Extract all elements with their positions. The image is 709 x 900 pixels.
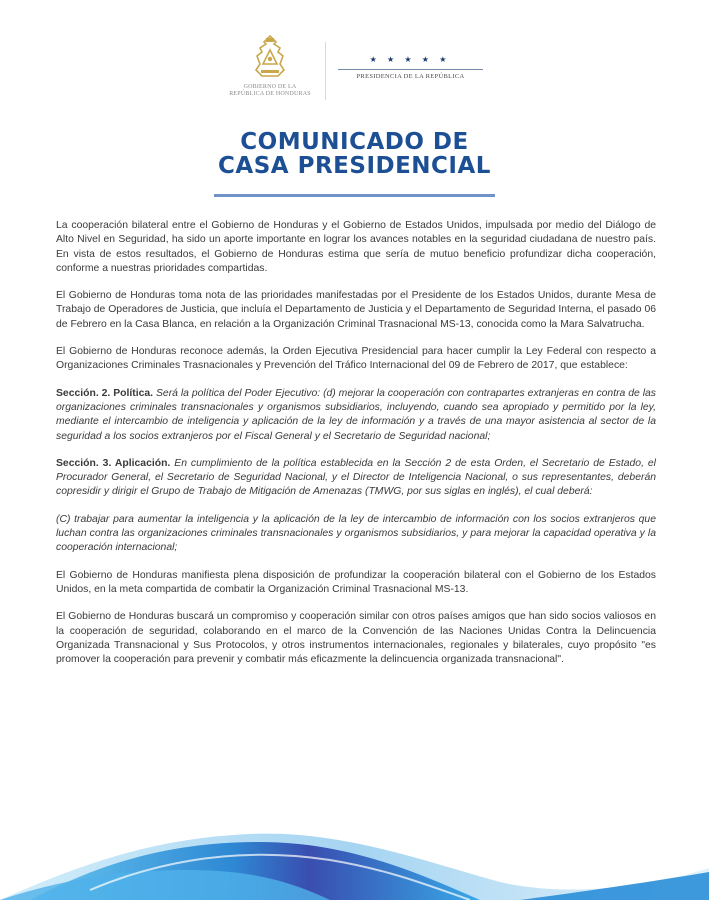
paragraph-section-3 [56,457,656,500]
paragraph-8: El Gobierno de Honduras buscará un compromiso y cooperación similar con otros países amigos que han sido socios valiosos en la cooperación de seguridad, colaborando en el marco de la Convención de las Naciones Unidas Contra la Delincuencia Organizada Transnacional y Sus Protocolos, y otros instrumentos internacionales, regionales y bilaterales, cuyo propósito "es promover la cooperación para prevenir y combatir más eficazmente la delincuencia organizada transnacional". [56,611,656,666]
title-line2: CASA PRESIDENCIAL [218,153,491,179]
section-3-text: En cumplimiento de la política establecida en la Sección 2 de esta Orden, el Secretario de Estado, el Procurador General, el Secretario de Seguridad Nacional, y el Director de Inteligencia Nacional, o sus representantes, deberán copresidir y dirigir el Grupo de Trabajo de Mitigación de Amenazas (TMWG, por sus siglas en inglés), el cual deberá: [56,457,656,498]
section-2-heading: Sección. 2. Política. [56,387,154,399]
honduras-coat-of-arms-icon [250,34,290,82]
government-label-line2: REPÚBLICA DE HONDURAS [229,91,311,97]
paragraph-clause-c: (C) trabajar para aumentar la inteligencia y la aplicación de la ley de intercambio de información con los socios extranjeros que luchan contra las organizaciones criminales transnacionales y organismos subsidiarios, y para mejorar la capacidad operativa y la cooperación internacional; [56,513,656,554]
paragraph-2: El Gobierno de Honduras toma nota de las prioridades manifestadas por el Presidente de los Estados Unidos, durante Mesa de Trabajo de Operadores de Justicia, que incluía el Departamento de Justicia y el Departamento de Seguridad Interna, el pasado 06 de Febrero en la Casa Blanca, en relación a la Organización Criminal Trasnacional MS-13, conocida como la Mara Salvatrucha. [56,290,656,330]
government-label [218,84,322,98]
title-line1: COMUNICADO DE [240,129,469,155]
decorative-blue-wave [0,820,709,900]
section-2-text: Será la política del Poder Ejecutivo: (d) mejorar la cooperación con contrapartes extranjeras en contra de las organizaciones criminales transnacionales y organismos subsidiarios, incluyendo, cuando sea apropiado y permitido por la ley, mediante el intercambio de inteligencia y aplicación de la ley de información y a través de una mayor asistencia al sector de la seguridad a los socios extranjeros por el Fiscal General y el Secretario de Seguridad nacional; [56,387,656,442]
presidency-rule [338,69,483,70]
logo-divider [325,42,326,100]
stars-icon: ★ ★ ★ ★ ★ [369,55,451,64]
paragraph-1: La cooperación bilateral entre el Gobierno de Honduras y el Gobierno de Estados Unidos, impulsada por medio del Diálogo de Alto Nivel en Seguridad, ha sido un aporte importante en lograr los avances notables en la seguridad ciudadana de nuestro país. En vista de estos resultados, el Gobierno de Honduras estima que sería de mutuo beneficio profundizar dicha cooperación, conforme a nuestras prioridades compartidas. [56,220,656,274]
page-title [0,130,709,178]
paragraph-section-2 [56,387,656,444]
letterhead [0,0,709,110]
government-label-line1: GOBIERNO DE LA [243,84,297,90]
title-underline [214,194,495,197]
document-body [56,219,656,680]
paragraph-3: El Gobierno de Honduras reconoce además, la Orden Ejecutiva Presidencial para hacer cumplir la Ley Federal con respecto a Organizaciones Criminales Trasnacionales y Prevención del Tráfico Internacional del 09 de Febrero de 2017, que establece: [56,346,656,372]
paragraph-7: El Gobierno de Honduras manifiesta plena disposición de profundizar la cooperación bilateral con el Gobierno de los Estados Unidos, en la meta compartida de combatir la Organización Criminal Trasnacional MS-13. [56,569,656,595]
presidency-label: PRESIDENCIA DE LA REPÚBLICA [356,73,465,80]
section-3-heading: Sección. 3. Aplicación. [56,457,171,469]
